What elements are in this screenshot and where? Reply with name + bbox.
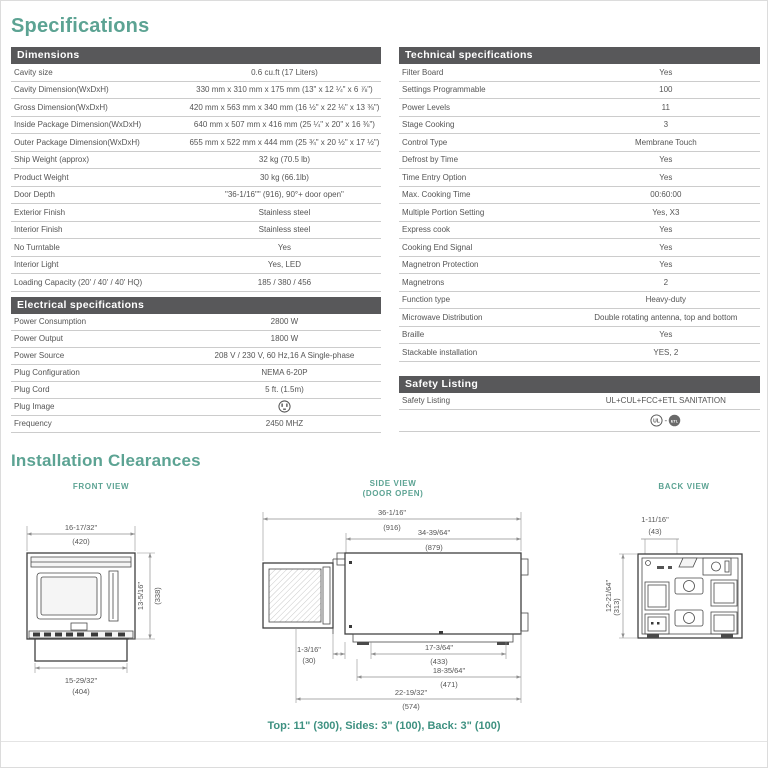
dimension-label: (313) xyxy=(612,597,621,616)
spec-label: Plug Cord xyxy=(14,385,50,394)
spec-value: Heavy-duty xyxy=(645,295,687,305)
ul-icon xyxy=(650,414,663,427)
spec-label: Cavity Dimension(WxDxH) xyxy=(14,85,109,95)
side-view-label-line2: (DOOR OPEN) xyxy=(362,489,424,499)
table-row xyxy=(11,117,381,135)
svg-text:ETL: ETL xyxy=(670,417,679,423)
spec-label: Stage Cooking xyxy=(402,120,455,130)
spec-columns xyxy=(1,47,767,433)
installation-drawings xyxy=(1,475,767,742)
table-row xyxy=(399,292,760,310)
table-row xyxy=(399,152,760,170)
table-row xyxy=(11,239,381,257)
etl-icon xyxy=(668,414,681,427)
spec-label: Magnetrons xyxy=(402,277,445,287)
spec-value: 655 mm x 522 mm x 444 mm (25 ¾" x 20 ½" x 17 ½") xyxy=(189,137,380,147)
spec-value: 0.6 cu.ft (17 Liters) xyxy=(251,67,318,77)
spec-value: Yes xyxy=(659,242,673,252)
rear-protrusion-bottom xyxy=(521,613,528,631)
side-body-dimension xyxy=(346,528,521,553)
dimension-label: (879) xyxy=(425,542,443,552)
spec-value: 32 kg (70.5 lb) xyxy=(258,155,311,165)
spec-label: Magnetron Protection xyxy=(402,260,479,270)
technical-table-rows xyxy=(399,64,760,362)
spec-value: Yes xyxy=(659,260,673,270)
dimension-label: (43) xyxy=(648,526,662,536)
right-column xyxy=(399,47,760,432)
table-row xyxy=(399,204,760,222)
table-row xyxy=(11,222,381,240)
spec-value: 420 mm x 563 mm x 340 mm (16 ½" x 22 ⅛" x 13 ⅜") xyxy=(189,102,380,112)
spec-value: Stainless steel xyxy=(258,207,311,217)
dimension-label: (30) xyxy=(302,655,316,665)
dimension-label: 15-29/32" xyxy=(64,675,98,685)
spec-label: Exterior Finish xyxy=(14,207,66,217)
spec-label: Outer Package Dimension(WxDxH) xyxy=(14,137,140,147)
dimension-label: (338) xyxy=(153,586,162,605)
front-width-dimension xyxy=(27,523,135,551)
spec-value: 5 ft. (1.5m) xyxy=(265,385,304,394)
spec-value: "36-1/16"" (916), 90°+ door open" xyxy=(225,190,344,200)
clearance-note: Top: 11" (300), Sides: 3" (100), Back: 3" (100) xyxy=(267,719,501,732)
electrical-table-header: Electrical specifications xyxy=(11,297,381,314)
spec-label: Interior Finish xyxy=(14,225,63,235)
spec-value: Double rotating antenna, top and bottom xyxy=(594,312,738,322)
spec-value: Yes xyxy=(659,172,673,182)
spec-label: Door Depth xyxy=(14,190,55,200)
dimension-label: (471) xyxy=(440,679,458,689)
spec-value: NEMA 6-20P xyxy=(261,368,308,377)
dimension-label: (916) xyxy=(383,522,401,532)
spec-label: No Turntable xyxy=(14,242,60,252)
spec-label: Interior Light xyxy=(14,260,59,270)
spec-label: Power Source xyxy=(14,351,65,360)
spec-value: Yes xyxy=(659,67,673,77)
table-row xyxy=(399,82,760,100)
table-row xyxy=(11,152,381,170)
spec-value: YES, 2 xyxy=(653,347,679,357)
table-row xyxy=(11,187,381,205)
spec-value: 640 mm x 507 mm x 416 mm (25 ¼" x 20" x 16 ⅜") xyxy=(193,120,375,130)
table-row xyxy=(11,99,381,117)
spec-value: Yes xyxy=(659,225,673,235)
table-row xyxy=(11,348,381,365)
table-row xyxy=(11,314,381,331)
spec-value xyxy=(572,414,760,427)
spec-label: Filter Board xyxy=(402,67,444,77)
technical-table-header: Technical specifications xyxy=(399,47,760,64)
spec-value: 2450 MHZ xyxy=(265,419,304,428)
spec-label: Max. Cooking Time xyxy=(402,190,471,200)
dash: - xyxy=(664,415,668,425)
base-feet xyxy=(353,634,513,642)
table-row xyxy=(11,331,381,348)
spec-label: Control Type xyxy=(402,137,448,147)
svg-text:UL: UL xyxy=(653,418,661,425)
spec-label: Express cook xyxy=(402,225,451,235)
table-row xyxy=(399,309,760,327)
table-row xyxy=(399,344,760,362)
table-row xyxy=(11,416,381,433)
dimension-label: (433) xyxy=(430,656,448,666)
spec-value: 100 xyxy=(659,85,673,95)
side-base-dimension xyxy=(371,642,506,666)
table-row xyxy=(399,274,760,292)
table-row xyxy=(399,239,760,257)
side-view-drawing xyxy=(253,501,533,729)
table-row xyxy=(11,169,381,187)
spec-label: Safety Listing xyxy=(402,396,451,405)
dimensions-table-header: Dimensions xyxy=(11,47,381,64)
microwave-back xyxy=(638,554,742,638)
spec-value: 208 V / 230 V, 60 Hz,16 A Single-phase xyxy=(214,351,355,360)
microwave-front xyxy=(27,553,135,661)
spec-label: Ship Weight (approx) xyxy=(14,155,89,165)
table-row xyxy=(399,393,760,410)
spec-value: 3 xyxy=(663,120,669,130)
safety-table-rows xyxy=(399,393,760,432)
back-view-label: BACK VIEW xyxy=(658,481,710,491)
spec-label: Stackable installation xyxy=(402,347,478,357)
base-outline xyxy=(35,639,127,661)
safety-table-header: Safety Listing xyxy=(399,376,760,393)
spec-value: 330 mm x 310 mm x 175 mm (13" x 12 ¼" x 6 ⅞") xyxy=(196,85,373,95)
front-view-drawing xyxy=(17,513,187,707)
spec-label: Gross Dimension(WxDxH) xyxy=(14,102,108,112)
dimension-label: 12-21/64" xyxy=(604,579,613,612)
dimension-label: (420) xyxy=(72,536,90,546)
microwave-side xyxy=(263,553,528,645)
spec-value: 2800 W xyxy=(270,317,299,326)
certification-marks xyxy=(650,414,681,427)
table-row xyxy=(399,99,760,117)
dimension-label: 18-35/64" xyxy=(432,665,466,675)
table-row xyxy=(399,222,760,240)
safety-table xyxy=(399,376,760,432)
spec-label: Power Output xyxy=(14,334,63,343)
spec-label: Cavity size xyxy=(14,67,53,77)
spec-label: Time Entry Option xyxy=(402,172,467,182)
table-row xyxy=(11,382,381,399)
table-row xyxy=(399,257,760,275)
spec-value: UL+CUL+FCC+ETL SANITATION xyxy=(605,396,726,405)
table-row xyxy=(11,82,381,100)
spec-label: Frequency xyxy=(14,419,52,428)
section-title-installation: Installation Clearances xyxy=(11,450,201,470)
back-height-dimension xyxy=(604,554,638,638)
dimension-label: 1-11/16" xyxy=(641,514,669,524)
dimension-label: 17-3/64" xyxy=(424,642,454,652)
dimension-label: 13-5/16" xyxy=(136,581,145,610)
side-view-label-line1: SIDE VIEW xyxy=(369,478,417,488)
front-view-label: FRONT VIEW xyxy=(72,481,130,491)
spec-label: Function type xyxy=(402,295,451,305)
back-view-drawing xyxy=(599,508,768,708)
table-row xyxy=(399,117,760,135)
spec-label: Multiple Portion Setting xyxy=(402,207,485,217)
side-total-dimension xyxy=(296,628,521,711)
table-row xyxy=(11,204,381,222)
spec-value: Yes, X3 xyxy=(652,207,680,217)
table-row xyxy=(11,64,381,82)
side-hinge-dimension xyxy=(297,634,345,665)
dimension-label: (574) xyxy=(402,701,420,711)
front-base-dimension xyxy=(35,663,127,696)
rear-protrusion-top xyxy=(521,559,528,575)
spec-label: Inside Package Dimension(WxDxH) xyxy=(14,120,142,130)
spec-value: 30 kg (66.1lb) xyxy=(259,172,309,182)
spec-label: Braille xyxy=(402,330,425,340)
electrical-table-rows xyxy=(11,314,381,433)
spec-value: 11 xyxy=(661,102,670,112)
spec-value: Yes, LED xyxy=(267,260,301,270)
table-row xyxy=(399,327,760,345)
table-row xyxy=(399,187,760,205)
side-body xyxy=(345,553,521,634)
technical-table xyxy=(399,47,760,362)
table-row xyxy=(399,64,760,82)
control-buttons xyxy=(33,632,125,636)
spec-value: Yes xyxy=(659,155,673,165)
side-view-label xyxy=(253,479,533,501)
spec-label: Product Weight xyxy=(14,172,69,182)
spec-value: 2 xyxy=(663,277,669,287)
electrical-table xyxy=(11,297,381,433)
spec-label: Plug Image xyxy=(14,402,55,411)
spec-value: 00:60:00 xyxy=(650,190,682,200)
table-row xyxy=(11,399,381,416)
table-row xyxy=(399,134,760,152)
table-row xyxy=(399,410,760,432)
spec-label: Microwave Distribution xyxy=(402,312,483,322)
dimension-label: 1-3/16" xyxy=(297,644,321,654)
dimension-label: 34-39/64" xyxy=(417,527,451,537)
plug-icon xyxy=(278,400,291,413)
spec-label: Loading Capacity (20' / 40' / 40' HQ) xyxy=(14,277,143,287)
dimensions-table xyxy=(11,47,381,292)
table-row xyxy=(399,169,760,187)
spec-value: 1800 W xyxy=(270,334,299,343)
left-column xyxy=(11,47,381,433)
spec-label: Defrost by Time xyxy=(402,155,459,165)
spec-label: Power Consumption xyxy=(14,317,87,326)
dimension-label: (404) xyxy=(72,686,90,696)
spec-value: Yes xyxy=(659,330,673,340)
spec-value: Membrane Touch xyxy=(634,137,697,147)
dimension-label: 36-1/16" xyxy=(377,507,407,517)
table-row xyxy=(11,365,381,382)
spec-value xyxy=(188,400,381,413)
spec-value: Yes xyxy=(277,242,291,252)
spec-label: Settings Programmable xyxy=(402,85,486,95)
dimension-label: 22-19/32" xyxy=(394,687,428,697)
spec-label: Power Levels xyxy=(402,102,451,112)
table-row xyxy=(11,274,381,292)
spec-label: Cooking End Signal xyxy=(402,242,473,252)
table-row xyxy=(11,257,381,275)
table-row xyxy=(11,134,381,152)
spec-value: 185 / 380 / 456 xyxy=(257,277,312,287)
spec-label: Plug Configuration xyxy=(14,368,80,377)
dimension-label: 16-17/32" xyxy=(64,522,98,532)
dimensions-table-rows xyxy=(11,64,381,292)
page-title: Specifications xyxy=(11,15,150,37)
spec-value: Stainless steel xyxy=(258,225,311,235)
